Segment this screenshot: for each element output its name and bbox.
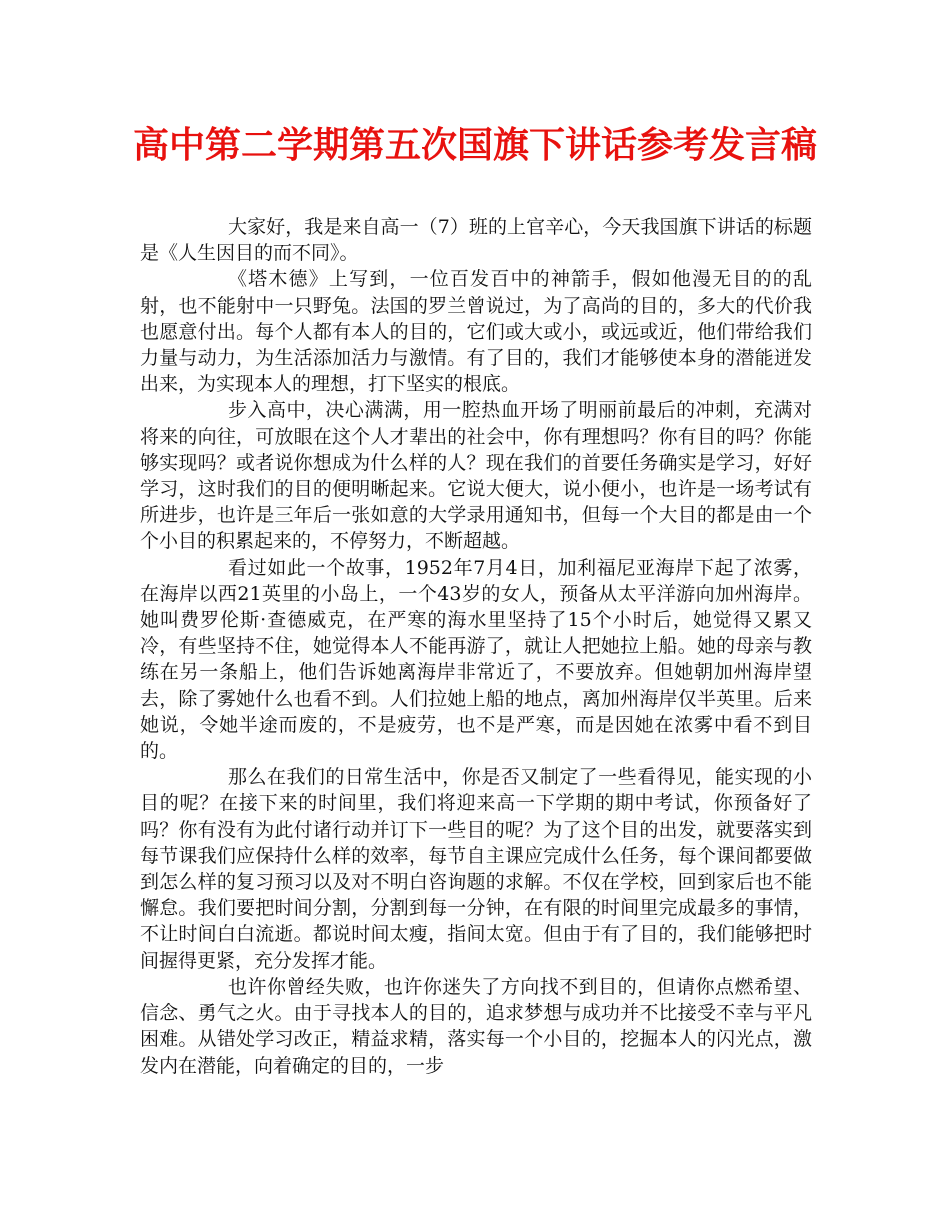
document-title: 高中第二学期第五次国旗下讲话参考发言稿 — [132, 125, 817, 166]
paragraph-5: 那么在我们的日常生活中，你是否又制定了一些看得见，能实现的小目的呢？在接下来的时间里，我们将迎来高一下学期的期中考试，你预备好了吗？你有没有为此付诸行动并订下一些目的呢？为了这个目的出发，就要落实到每节课我们应保持什么样的效率，每节自主课应完成什么任务，每个课间都要做到怎么样的复习预习以及对不明白咨询题的求解。不仅在学校，回到家后也不能懈怠。我们要把时间分割，分割到每一分钟，在有限的时间里完成最多的事情，不让时间白白流逝。都说时间太瘦，指间太宽。但由于有了目的，我们能够把时间握得更紧，充分发挥才能。 — [140, 766, 812, 972]
paragraph-6: 也许你曾经失败，也许你迷失了方向找不到目的，但请你点燃希望、信念、勇气之火。由于寻找本人的目的，追求梦想与成功并不比接受不幸与平凡困难。从错处学习改正，精益求精，落实每一个小目的，挖掘本人的闪光点，激发内在潜能，向着确定的目的，一步 — [140, 975, 812, 1077]
paragraph-1: 大家好，我是来自高一（7）班的上官辛心，今天我国旗下讲话的标题是《人生因目的而不同》。 — [140, 216, 812, 265]
paragraph-4: 看过如此一个故事，1952年7月4日，加利福尼亚海岸下起了浓雾，在海岸以西21英里的小岛上，一个43岁的女人，预备从太平洋游向加州海岸。她叫费罗伦斯·查德威克，在严寒的海水里坚持了15个小时后，她觉得又累又冷，有些坚持不住，她觉得本人不能再游了，就让人把她拉上船。她的母亲与教练在另一条船上，他们告诉她离海岸非常近了，不要放弃。但她朝加州海岸望去，除了雾她什么也看不到。人们拉她上船的地点，离加州海岸仅半英里。后来她说，令她半途而废的，不是疲劳，也不是严寒，而是因她在浓雾中看不到目的。 — [140, 556, 812, 763]
paragraph-3: 步入高中，决心满满，用一腔热血开场了明丽前最后的冲刺，充满对将来的向往，可放眼在这个人才辈出的社会中，你有理想吗？你有目的吗？你能够实现吗？或者说你想成为什么样的人？现在我们的首要任务确实是学习，好好学习，这时我们的目的便明晰起来。它说大便大，说小便小，也许是一场考试有所进步，也许是三年后一张如意的大学录用通知书，但每一个大目的都是由一个个小目的积累起来的，不停努力，不断超越。 — [140, 399, 812, 553]
paragraph-2: 《塔木德》上写到，一位百发百中的神箭手，假如他漫无目的的乱射，也不能射中一只野兔。法国的罗兰曾说过，为了高尚的目的，多大的代价我也愿意付出。每个人都有本人的目的，它们或大或小，或远或近，他们带给我们力量与动力，为生活添加活力与激情。有了目的，我们才能够使本身的潜能迸发出来，为实现本人的理想，打下坚实的根底。 — [140, 268, 812, 396]
document-body — [140, 214, 812, 1079]
